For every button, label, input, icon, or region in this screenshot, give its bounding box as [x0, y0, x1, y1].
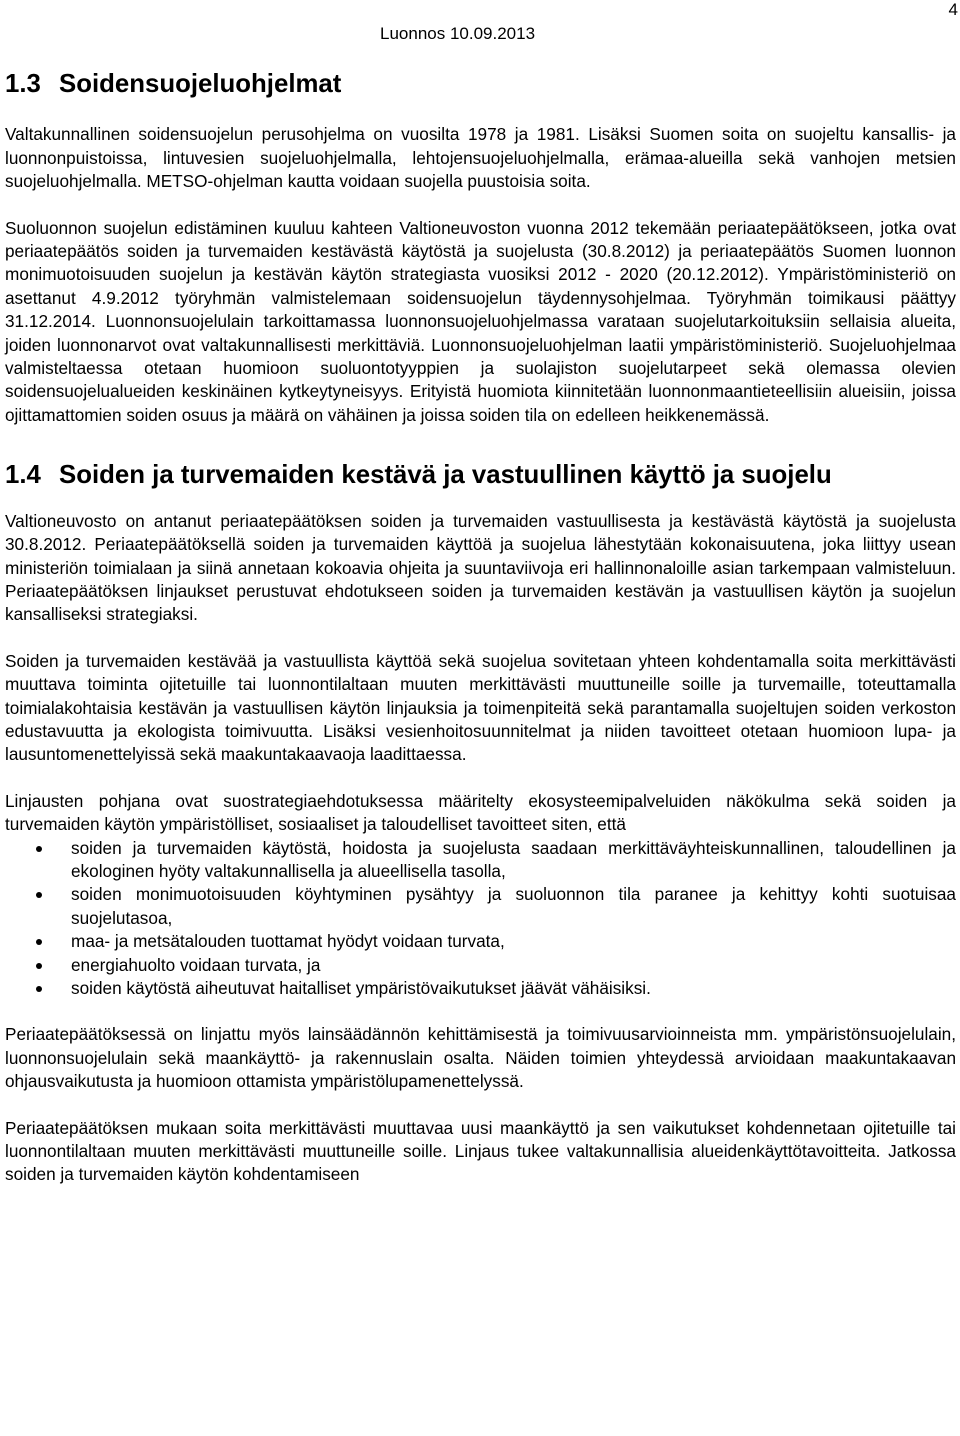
- section-number: 1.3: [5, 70, 41, 98]
- list-item-text: energiahuolto voidaan turvata, ja: [71, 954, 321, 975]
- bullet-icon: [36, 986, 42, 992]
- section-number: 1.4: [5, 461, 41, 490]
- bullet-icon: [36, 963, 42, 969]
- list-item: [5, 954, 956, 977]
- list-item-text: soiden ja turvemaiden käytöstä, hoidosta ja suojelusta saadaan merkittäväyhteiskunnallinen, taloudellinen ja ekologinen hyöty valtakunnallisella ja alueellisella tasolla,: [71, 837, 956, 881]
- list-item: [5, 883, 956, 930]
- bullet-list: [5, 837, 956, 1001]
- page-number: 4: [948, 0, 958, 19]
- bullet-icon: [36, 846, 42, 852]
- section-heading-1-4: [5, 461, 956, 490]
- list-item-text: soiden monimuotoisuuden köyhtyminen pysähtyy ja suoluonnon tila paranee ja kehittyy kohti suotuisaa suojelutasoa,: [71, 884, 956, 928]
- paragraph: Periaatepäätöksen mukaan soita merkittävästi muuttavaa uusi maankäyttö ja sen vaikutukset kohdennetaan ojitetuille tai luonnontilaltaan muuten merkittävästi muuttuneille soille. Linjaus tukee valtakunnallisia alueidenkäyttötavoitteita. Jatkossa soiden ja turvemaiden käytön kohdentamiseen: [5, 1117, 956, 1185]
- paragraph: Periaatepäätöksessä on linjattu myös lainsäädännön kehittämisestä ja toimivuusarvioinneista mm. ympäristönsuojelulain, luonnonsuojelulain sekä maankäyttö- ja rakennuslain osalta. Näiden toimien yhteydessä arvioidaan maakuntakaavan ohjausvaikutusta ja huomioon ottamista ympäristölupamenettelyssä.: [5, 1024, 956, 1092]
- section-heading-1-3: [5, 70, 956, 98]
- paragraph: Valtakunnallinen soidensuojelun perusohjelma on vuosilta 1978 ja 1981. Lisäksi Suomen soita on suojeltu kansallis- ja luonnonpuistoissa, lintuvesien suojeluohjelmalla, lehtojensuojeluohjelmalla, erämaa-alueilla sekä vanhojen metsien suojeluohjelmalla. METSO-ohjelman kautta voidaan suojella puustoisia soita.: [5, 124, 956, 192]
- section-title: Soiden ja turvemaiden kestävä ja vastuullinen käyttö ja suojelu: [59, 461, 832, 490]
- paragraph: Soiden ja turvemaiden kestävää ja vastuullista käyttöä sekä suojelua sovitetaan yhteen kohdentamalla soita merkittävästi muuttava toiminta ojitetuille tai luonnontilaltaan muuten merkittävästi muuttuneille soille ja turvemaille, toteuttamalla toimialakohtaisia kestävän ja vastuullisen käytön linjauksia ja toimenpiteitä sekä parantamalla suojeltujen soiden verkoston edustavuutta ja ekologista toimivuutta. Lisäksi vesienhoitosuunnitelmat ja niiden tavoitteet otetaan huomioon lupa- ja lausuntomenettelyissä sekä maakuntakaavaoja laadittaessa.: [5, 650, 956, 765]
- paragraph: Valtioneuvosto on antanut periaatepäätöksen soiden ja turvemaiden vastuullisesta ja kestävästä käytöstä ja suojelusta 30.8.2012. Periaatepäätöksellä soiden ja turvemaiden käyttöä ja suojelua lähestytään kokonaisuutena, joka liittyy usean ministeriön toimialaan ja siinä annetaan kokoavia ohjeita ja suuntaviivoja eri hallinnonaloille asian tarkempaan valmisteluun. Periaatepäätöksen linjaukset perustuvat ehdotukseen soiden ja turvemaiden kestävän ja vastuullisen käytön ja suojelun kansalliseksi strategiaksi.: [5, 510, 956, 625]
- list-item: [5, 837, 956, 884]
- bullet-icon: [36, 939, 42, 945]
- paragraph: Suoluonnon suojelun edistäminen kuuluu kahteen Valtioneuvoston vuonna 2012 tekemään periaatepäätökseen, jotka ovat periaatepäätös soiden ja turvemaiden kestävästä käytöstä ja suojelusta (30.8.2012) ja periaatepäätös Suomen luonnon monimuotoisuuden suojelun ja kestävän käytön strategiasta vuosiksi 2012 - 2020 (20.12.2012). Ympäristöministeriö on asettanut 4.9.2012 työryhmän valmistelemaan soidensuojelun täydennysohjelmaa. Työryhmän toimikausi päättyy 31.12.2014. Luonnonsuojelulain tarkoittamassa luonnonsuojeluohjelmassa varataan suojelutarkoituksiin sellaisia alueita, joiden luonnonarvot ovat valtakunnallisesti merkittäviä. Luonnonsuojeluohjelman laatii ympäristöministeriö. Suojeluohjelmaa valmisteltaessa otetaan huomioon suoluontotyyppien ja suolajiston suojelutarpeet sekä olemassa olevien soidensuojelualueiden keskinäinen kytkeytyneisyys. Erityistä huomiota kiinnitetään luonnonmaantieteellisiin alueisiin, joissa ojittamattomien soiden osuus ja määrä on vähäinen ja joissa soiden tila on edelleen heikkenemässä.: [5, 217, 956, 425]
- list-item: [5, 930, 956, 953]
- draft-label: Luonnos 10.09.2013: [380, 24, 536, 43]
- paragraph: Linjausten pohjana ovat suostrategiaehdotuksessa määritelty ekosysteemipalveluiden näkökulma sekä soiden ja turvemaiden käytön ympäristölliset, sosiaaliset ja taloudelliset tavoitteet siten, että: [5, 790, 956, 835]
- list-item: [5, 977, 956, 1000]
- bullet-icon: [36, 892, 42, 898]
- section-title: Soidensuojeluohjelmat: [59, 70, 342, 98]
- document-body: [5, 70, 956, 1187]
- list-item-text: maa- ja metsätalouden tuottamat hyödyt voidaan turvata,: [71, 931, 505, 952]
- list-item-text: soiden käytöstä aiheutuvat haitalliset ympäristövaikutukset jäävät vähäisiksi.: [71, 978, 651, 998]
